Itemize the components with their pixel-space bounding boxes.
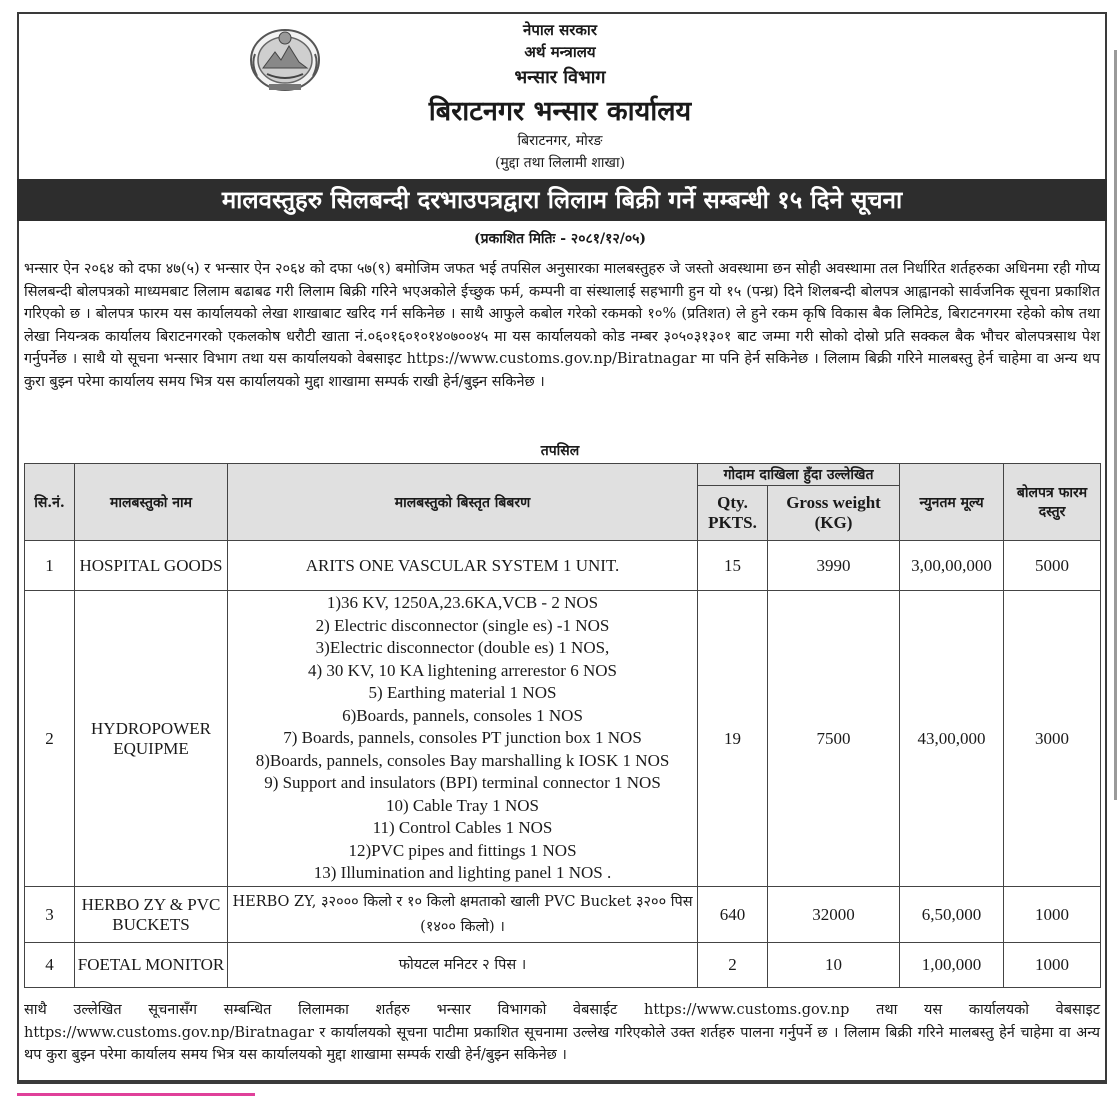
cell-min-price: 6,50,000 xyxy=(900,887,1004,943)
header-gross-weight: Gross weight (KG) xyxy=(768,486,900,541)
cell-form-fee: 1000 xyxy=(1004,887,1101,943)
cell-form-fee: 3000 xyxy=(1004,591,1101,887)
cell-qty: 640 xyxy=(698,887,768,943)
cell-item-name: HOSPITAL GOODS xyxy=(75,541,228,591)
office-location: बिराटनगर, मोरङ xyxy=(517,133,603,149)
header-qty: Qty. PKTS. xyxy=(698,486,768,541)
detail-line: 11) Control Cables 1 NOS xyxy=(372,818,553,838)
auction-items-table xyxy=(24,463,1101,988)
cell-item-detail: फोयटल मनिटर २ पिस । xyxy=(228,943,698,988)
header-item-name: मालबस्तुको नाम xyxy=(75,464,228,541)
cell-item-detail: ARITS ONE VASCULAR SYSTEM 1 UNIT. xyxy=(228,541,698,591)
cell-sn: 3 xyxy=(25,887,75,943)
closing-paragraph: साथै उल्लेखित सूचनासँग सम्बन्धित लिलामका शर्तहरु भन्सार विभागको वेबसाईट https://www.customs.gov.np तथा यस कार्यालयको वेबसाइट https://www.customs.gov.np/Biratnagar र कार्यालयको सूचना पाटीमा प्रकाशित सूचनामा उल्लेख गरिएकोले उक्त शर्तहरु पालना गर्नुपर्ने छ । लिलाम बिक्री गरिने मालबस्तु हेर्न चाहेमा वा अन्य थप कुरा बुझ्न परेमा कार्यालय समय भित्र यस कार्यालयको मुद्दा शाखामा सम्पर्क राखी हेर्न/बुझ्न सकिनेछ । xyxy=(24,1002,1100,1063)
table-row xyxy=(25,591,1101,887)
cell-item-name: HYDROPOWER EQUIPME xyxy=(75,591,228,887)
detail-line: 3)Electric disconnector (double es) 1 NOS, xyxy=(315,638,610,658)
detail-line: 10) Cable Tray 1 NOS xyxy=(385,795,539,815)
cell-min-price: 3,00,00,000 xyxy=(900,541,1004,591)
cell-qty: 15 xyxy=(698,541,768,591)
cell-sn: 1 xyxy=(25,541,75,591)
header-item-detail: मालबस्तुको बिस्तृत बिबरण xyxy=(228,464,698,541)
cell-gross-weight: 10 xyxy=(768,943,900,988)
cell-item-detail: HERBO ZY, ३२००० किलो र १० किलो क्षमताको खाली PVC Bucket ३२०० पिस (१४०० किलो) । xyxy=(228,887,698,943)
cell-qty: 19 xyxy=(698,591,768,887)
cell-item-name: FOETAL MONITOR xyxy=(75,943,228,988)
cell-gross-weight: 3990 xyxy=(768,541,900,591)
table-caption: तपसिल xyxy=(540,443,580,459)
detail-line: 7) Boards, pannels, consoles PT junction box 1 NOS xyxy=(283,728,642,748)
cell-qty: 2 xyxy=(698,943,768,988)
detail-line: 6)Boards, pannels, consoles 1 NOS xyxy=(342,705,583,725)
ministry-name: अर्थ मन्त्रालय xyxy=(524,43,596,61)
section-name: (मुद्दा तथा लिलामी शाखा) xyxy=(494,155,626,171)
header-warehouse-group: गोदाम दाखिला हुँदा उल्लेखित xyxy=(698,464,900,486)
detail-line: 5) Earthing material 1 NOS xyxy=(368,683,557,703)
detail-line: 13) Illumination and lighting panel 1 NOS . xyxy=(313,863,612,883)
detail-line: 8)Boards, pannels, consoles Bay marshalling k IOSK 1 NOS xyxy=(255,750,670,770)
notice-title-banner: मालवस्तुहरु सिलबन्दी दरभाउपत्रद्वारा लिलाम बिक्री गर्ने सम्बन्धी १५ दिने सूचना xyxy=(17,179,1107,221)
detail-line: 9) Support and insulators (BPI) terminal connector 1 NOS xyxy=(264,773,661,793)
office-name: बिराटनगर भन्सार कार्यालय xyxy=(428,96,692,127)
intro-paragraph: भन्सार ऐन २०६४ को दफा ४७(५) र भन्सार ऐन २०६४ को दफा ५७(९) बमोजिम जफत भई तपसिल अनुसारका मालबस्तुहरु जे जस्तो अवस्थामा छन सोही अवस्थामा तल निर्धारित शर्तहरुका अधिनमा रही गोप्य सिलबन्दी बोलपत्रको माध्यमबाट लिलाम बढाबढ गरी लिलाम बिक्री गरिने भएअकोले ईच्छुक फर्म, कम्पनी वा संस्थालाई सहभागी हुन यो १५ (पन्ध्र) दिने शिलबन्दी बोलपत्र आह्वानको सार्वजनिक सूचना प्रकाशित गरिएको छ । बोलपत्र फारम यस कार्यालयको लेखा शाखाबाट खरिद गर्न सकिनेछ । साथै आफुले कबोल गरेको रकमको १०% (प्रतिशत) ले हुने रकम कृषि विकास बैक लिमिटेड, बिराटनगरमा रहेको कोष तथा लेखा नियन्त्रक कार्यालय बिराटनगरको एकलकोष धरौटी खाता नं.०६०१६०१०१४०७००४५ मा यस कार्यालयको कोड नम्बर ३०५०३१३०१ बाट जम्मा गरी सोको दोस्रो प्रति सक्कल बैक भौचर बोलपत्रसाथ पेश गर्नुपर्नेछ । साथै यो सूचना भन्सार विभाग तथा यस कार्यालयको वेबसाइट https://www.customs.gov.np/Biratnagar मा पनि हेर्न सकिनेछ । लिलाम बिक्री गरिने मालबस्तु हेर्न चाहेमा वा अन्य थप कुरा बुझ्न परेमा कार्यालय समय भित्र यस कार्यालयको मुद्दा शाखामा सम्पर्क राखी हेर्न/बुझ्न सकिनेछ । xyxy=(24,261,1100,390)
published-date: (प्रकाशित मितिः - २०८१/१२/०५) xyxy=(473,231,647,247)
department-name: भन्सार विभाग xyxy=(514,67,606,88)
cell-sn: 2 xyxy=(25,591,75,887)
detail-line: 1)36 KV, 1250A,23.6KA,VCB - 2 NOS xyxy=(326,593,599,613)
header-sn: सि.नं. xyxy=(25,464,75,541)
cell-sn: 4 xyxy=(25,943,75,988)
cell-min-price: 43,00,000 xyxy=(900,591,1004,887)
table-row xyxy=(25,541,1101,591)
detail-line: 12)PVC pipes and fittings 1 NOS xyxy=(348,840,577,860)
cell-gross-weight: 32000 xyxy=(768,887,900,943)
detail-line: 2) Electric disconnector (single es) -1 NOS xyxy=(315,615,610,635)
government-name: नेपाल सरकार xyxy=(523,21,597,39)
header-min-price: न्युनतम मूल्य xyxy=(900,464,1004,541)
accent-rule xyxy=(17,1093,255,1096)
table-row xyxy=(25,943,1101,988)
cell-form-fee: 5000 xyxy=(1004,541,1101,591)
header-form-fee: बोलपत्र फारम दस्तुर xyxy=(1004,464,1101,541)
cell-min-price: 1,00,000 xyxy=(900,943,1004,988)
detail-line: 4) 30 KV, 10 KA lightening arrerestor 6 NOS xyxy=(308,660,617,680)
cell-form-fee: 1000 xyxy=(1004,943,1101,988)
bottom-divider xyxy=(17,1082,1107,1084)
cell-gross-weight: 7500 xyxy=(768,591,900,887)
cell-item-detail-list xyxy=(228,591,698,887)
cell-item-name: HERBO ZY & PVC BUCKETS xyxy=(75,887,228,943)
table-row xyxy=(25,887,1101,943)
table-header-row xyxy=(25,464,1101,486)
